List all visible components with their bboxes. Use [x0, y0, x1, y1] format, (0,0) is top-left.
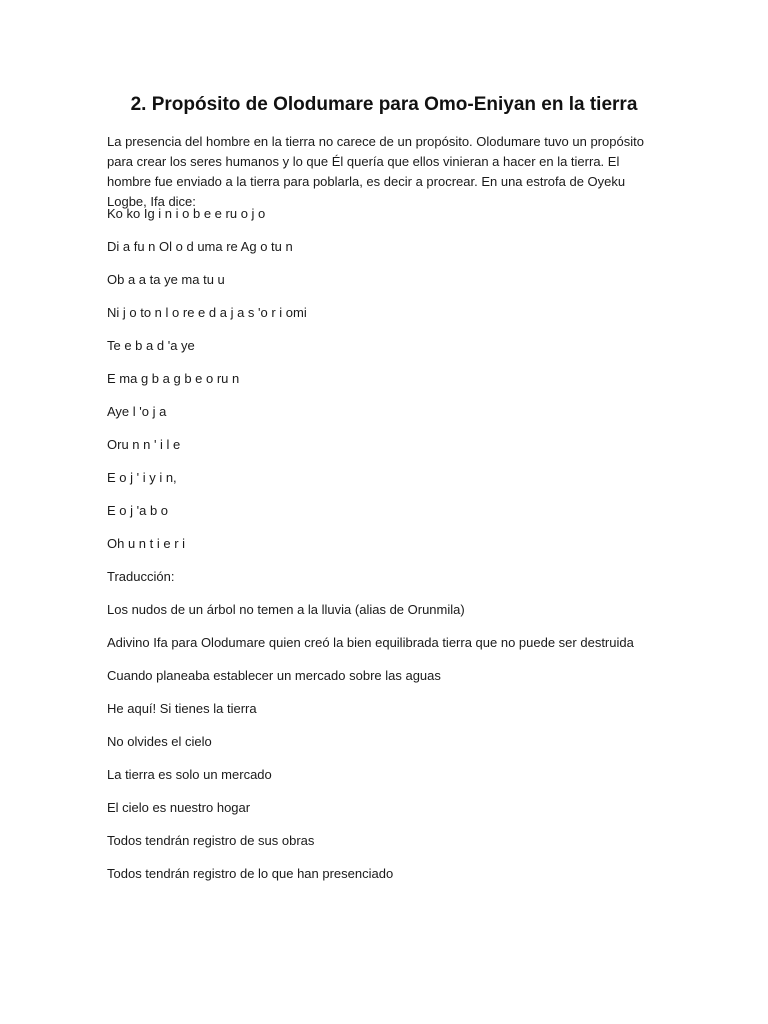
translation-line: La tierra es solo un mercado: [107, 767, 272, 782]
verse-line: E o j 'a b o: [107, 503, 169, 518]
intro-paragraph: La presencia del hombre en la tierra no carece de un propósito. Olodumare tuvo un propósito para crear los seres humanos y lo que Él quería que ellos vinieran a hacer en la tierra. El hombre fue enviado a la tierra para poblarla, es decir a procrear. En una estrofa de Oyeku Logbe, Ifa dice:: [107, 134, 644, 209]
page-title: 2. Propósito de Olodumare para Omo-Eniyan en la tierra: [130, 94, 638, 115]
translation-line: El cielo es nuestro hogar: [107, 800, 251, 815]
verse-line: Oru n n ' i l e: [107, 437, 181, 452]
verse-line: E o j ' i y i n,: [107, 470, 177, 485]
verse-line: Te e b a d 'a ye: [107, 338, 195, 353]
verse-line: Oh u n t i e r i: [107, 536, 186, 551]
verse-line: Ko ko Ig i n i o b e e ru o j o: [107, 206, 266, 221]
translation-line: Todos tendrán registro de lo que han presenciado: [107, 866, 394, 881]
verse-line: Ni j o to n l o re e d a j a s 'o r i omi: [107, 305, 307, 320]
translation-line: No olvides el cielo: [107, 734, 212, 749]
translation-line: Los nudos de un árbol no temen a la lluvia (alias de Orunmila): [107, 602, 465, 617]
verse-line: Aye l 'o j a: [107, 404, 167, 419]
verse-line: Ob a a ta ye ma tu u: [107, 272, 225, 287]
translation-line: Todos tendrán registro de sus obras: [107, 833, 315, 848]
verse-line: Di a fu n Ol o d uma re Ag o tu n: [107, 239, 293, 254]
translation-line: Cuando planeaba establecer un mercado sobre las aguas: [107, 668, 441, 683]
translation-heading: Traducción:: [107, 569, 175, 584]
translation-line: He aquí! Si tienes la tierra: [107, 701, 257, 716]
verse-lines: [107, 204, 707, 897]
translation-line: Adivino Ifa para Olodumare quien creó la bien equilibrada tierra que no puede ser destruida: [107, 635, 634, 650]
verse-line: E ma g b a g b e o ru n: [107, 371, 240, 386]
